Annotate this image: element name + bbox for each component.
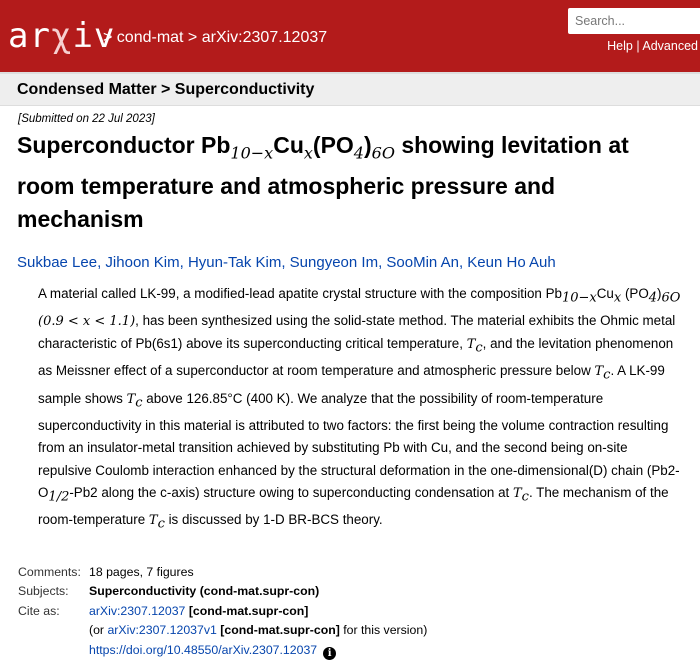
text-segment: showing levitation at room temperature and atmospheric pressure and mechanism bbox=[17, 132, 629, 232]
text-segment: above 126.85°C (400 K). We analyze that the possibility of room-temperature superconductivity in this material is attributed to two factors: the first being the volume contraction resulting from an insulator-metal transition achieved by substituting Pb with Cu, and the second being on-site repulsive Coulomb interaction enhanced by the structural deformation in the one-dimensional(D) chain (Pb2-O bbox=[38, 390, 680, 501]
cite-label: Cite as: bbox=[18, 603, 60, 618]
subjects-value: Superconductivity (cond-mat.supr-con) bbox=[89, 584, 320, 599]
or-suffix: for this version) bbox=[339, 623, 428, 638]
math-segment: c bbox=[157, 517, 165, 533]
text-segment: is discussed by 1-D BR-BCS theory. bbox=[164, 512, 383, 528]
math-segment: x bbox=[613, 290, 622, 306]
author-link[interactable]: Keun Ho Auh bbox=[467, 253, 556, 271]
text-segment: , and the levitation phenomenon as Meissner effect of a superconductor at room temperature and atmospheric pressure below bbox=[38, 336, 674, 379]
math-segment: T bbox=[148, 513, 158, 529]
math-segment: c bbox=[135, 395, 143, 411]
comments-label: Comments: bbox=[18, 564, 81, 579]
author-link[interactable]: SooMin An bbox=[386, 253, 459, 271]
comments-value: 18 pages, 7 figures bbox=[89, 564, 194, 579]
math-segment: T bbox=[466, 337, 476, 353]
breadcrumb[interactable]: > cond-mat > arXiv:2307.12037 bbox=[103, 29, 328, 46]
math-segment: 1/2 bbox=[48, 489, 70, 505]
arxiv-logo[interactable]: arχiv bbox=[8, 16, 116, 56]
math-segment: 10−x bbox=[561, 290, 597, 306]
text-segment: A material called LK-99, a modified-lead apatite crystal structure with the composition Pb bbox=[38, 285, 562, 301]
text-segment: (PO bbox=[312, 132, 354, 158]
text-segment: Cu bbox=[273, 132, 304, 158]
text-segment: . The mechanism of the room-temperature bbox=[38, 485, 669, 528]
paper-title bbox=[17, 129, 682, 236]
math-segment: c bbox=[603, 368, 611, 384]
text-segment: Superconductor Pb bbox=[17, 132, 231, 158]
text-segment: ) bbox=[657, 285, 662, 301]
cite-v1-category: [cond-mat.supr-con] bbox=[220, 623, 340, 638]
text-segment: (PO bbox=[621, 285, 649, 301]
math-segment: 6O bbox=[371, 143, 395, 163]
cite-category: [cond-mat.supr-con] bbox=[188, 603, 309, 618]
advanced-link[interactable]: Advanced bbox=[642, 39, 698, 53]
doi-link[interactable]: https://doi.org/10.48550/arXiv.2307.12037 bbox=[89, 642, 318, 657]
author-list: Sukbae Lee, Jihoon Kim, Hyun-Tak Kim, Sungyeon Im, SooMin An, Keun Ho Auh bbox=[17, 253, 556, 271]
help-links: Help | Advanced bbox=[607, 39, 698, 53]
text-segment: Cu bbox=[596, 285, 614, 301]
math-segment: T bbox=[594, 364, 604, 380]
metadata bbox=[18, 563, 700, 660]
author-link[interactable]: Hyun-Tak Kim bbox=[187, 253, 282, 271]
author-link[interactable]: Sungyeon Im bbox=[289, 253, 379, 271]
math-segment: c bbox=[475, 340, 483, 356]
math-segment: T bbox=[512, 486, 522, 502]
help-link[interactable]: Help bbox=[607, 39, 633, 53]
submission-date: [Submitted on 22 Jul 2023] bbox=[18, 113, 155, 125]
math-segment: 4 bbox=[353, 143, 364, 163]
text-segment: , has been synthesized using the solid-state method. The material exhibits the Ohmic metal characteristic of Pb(6s1) above its superconducting critical temperature, bbox=[38, 312, 676, 352]
text-segment: . A LK-99 sample shows bbox=[38, 363, 665, 406]
search-input[interactable] bbox=[568, 8, 700, 34]
category-header: Condensed Matter > Superconductivity bbox=[0, 72, 700, 106]
text-segment: -Pb2 along the c-axis) structure owing to superconducting condensation at bbox=[69, 485, 513, 501]
cite-link[interactable]: arXiv:2307.12037 bbox=[89, 603, 186, 618]
text-segment: ) bbox=[363, 132, 372, 158]
math-segment: 4 bbox=[648, 290, 658, 306]
cite-v1-link[interactable]: arXiv:2307.12037v1 bbox=[107, 623, 217, 638]
header bbox=[0, 0, 700, 72]
abstract bbox=[38, 283, 682, 537]
info-icon[interactable]: i bbox=[323, 647, 336, 660]
math-segment: T bbox=[126, 391, 136, 407]
math-segment: x bbox=[303, 143, 313, 163]
math-segment: (0.9 < x < 1.1) bbox=[38, 313, 136, 329]
math-segment: 6O bbox=[661, 290, 681, 306]
or-prefix: (or bbox=[89, 623, 108, 638]
math-segment: 10−x bbox=[230, 143, 274, 163]
author-link[interactable]: Jihoon Kim bbox=[105, 253, 180, 271]
subjects-label: Subjects: bbox=[18, 584, 69, 599]
author-link[interactable]: Sukbae Lee bbox=[17, 253, 98, 271]
math-segment: c bbox=[521, 489, 529, 505]
